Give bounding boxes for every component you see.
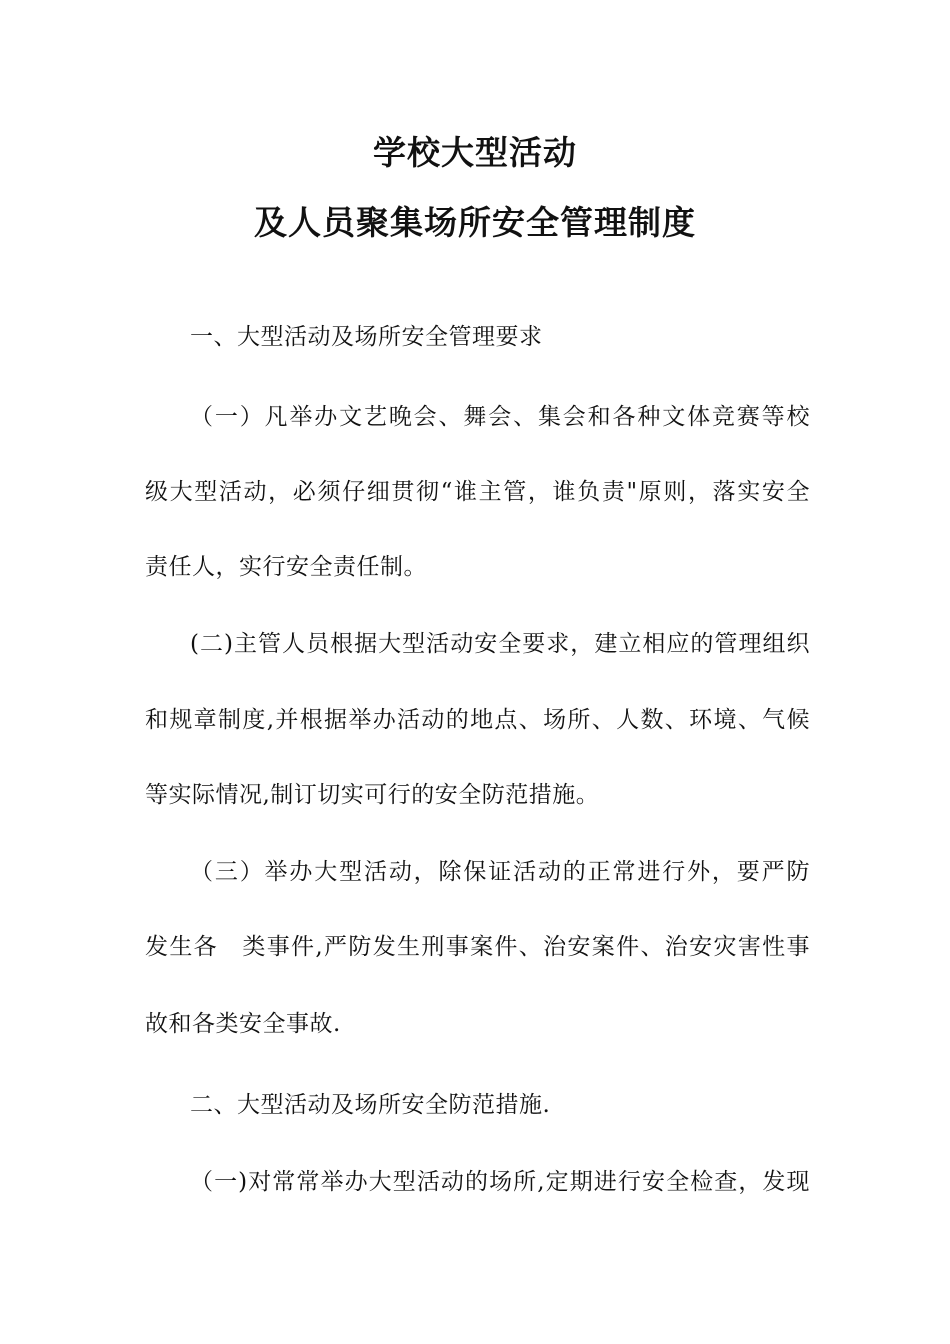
paragraph-line: 故和各类安全事故.: [145, 1011, 341, 1037]
document-title-line-1: 学校大型活动: [373, 133, 577, 172]
paragraph-line: 和规章制度,并根据举办活动的地点、场所、人数、环境、气候: [145, 707, 810, 733]
paragraph-line: 责任人，实行安全责任制。: [145, 554, 427, 580]
paragraph-line: （一）凡举办文艺晚会、舞会、集会和各种文体竞赛等校: [190, 404, 810, 430]
section-heading: 一、大型活动及场所安全管理要求: [190, 324, 543, 350]
section-heading: 二、大型活动及场所安全防范措施.: [190, 1092, 551, 1118]
document-title-line-2: 及人员聚集场所安全管理制度: [254, 203, 696, 242]
paragraph-line: （三）举办大型活动，除保证活动的正常进行外，要严防: [190, 859, 810, 885]
paragraph-line: (二)主管人员根据大型活动安全要求，建立相应的管理组织: [190, 631, 810, 657]
paragraph-line: 等实际情况,制订切实可行的安全防范措施。: [145, 782, 600, 808]
paragraph-line: （一)对常常举办大型活动的场所,定期进行安全检查，发现: [190, 1169, 810, 1195]
paragraph-line: 级大型活动，必须仔细贯彻“谁主管，谁负责"原则，落实安全: [145, 479, 810, 505]
paragraph-line: 发生各 类事件,严防发生刑事案件、治安案件、治安灾害性事: [145, 934, 810, 960]
